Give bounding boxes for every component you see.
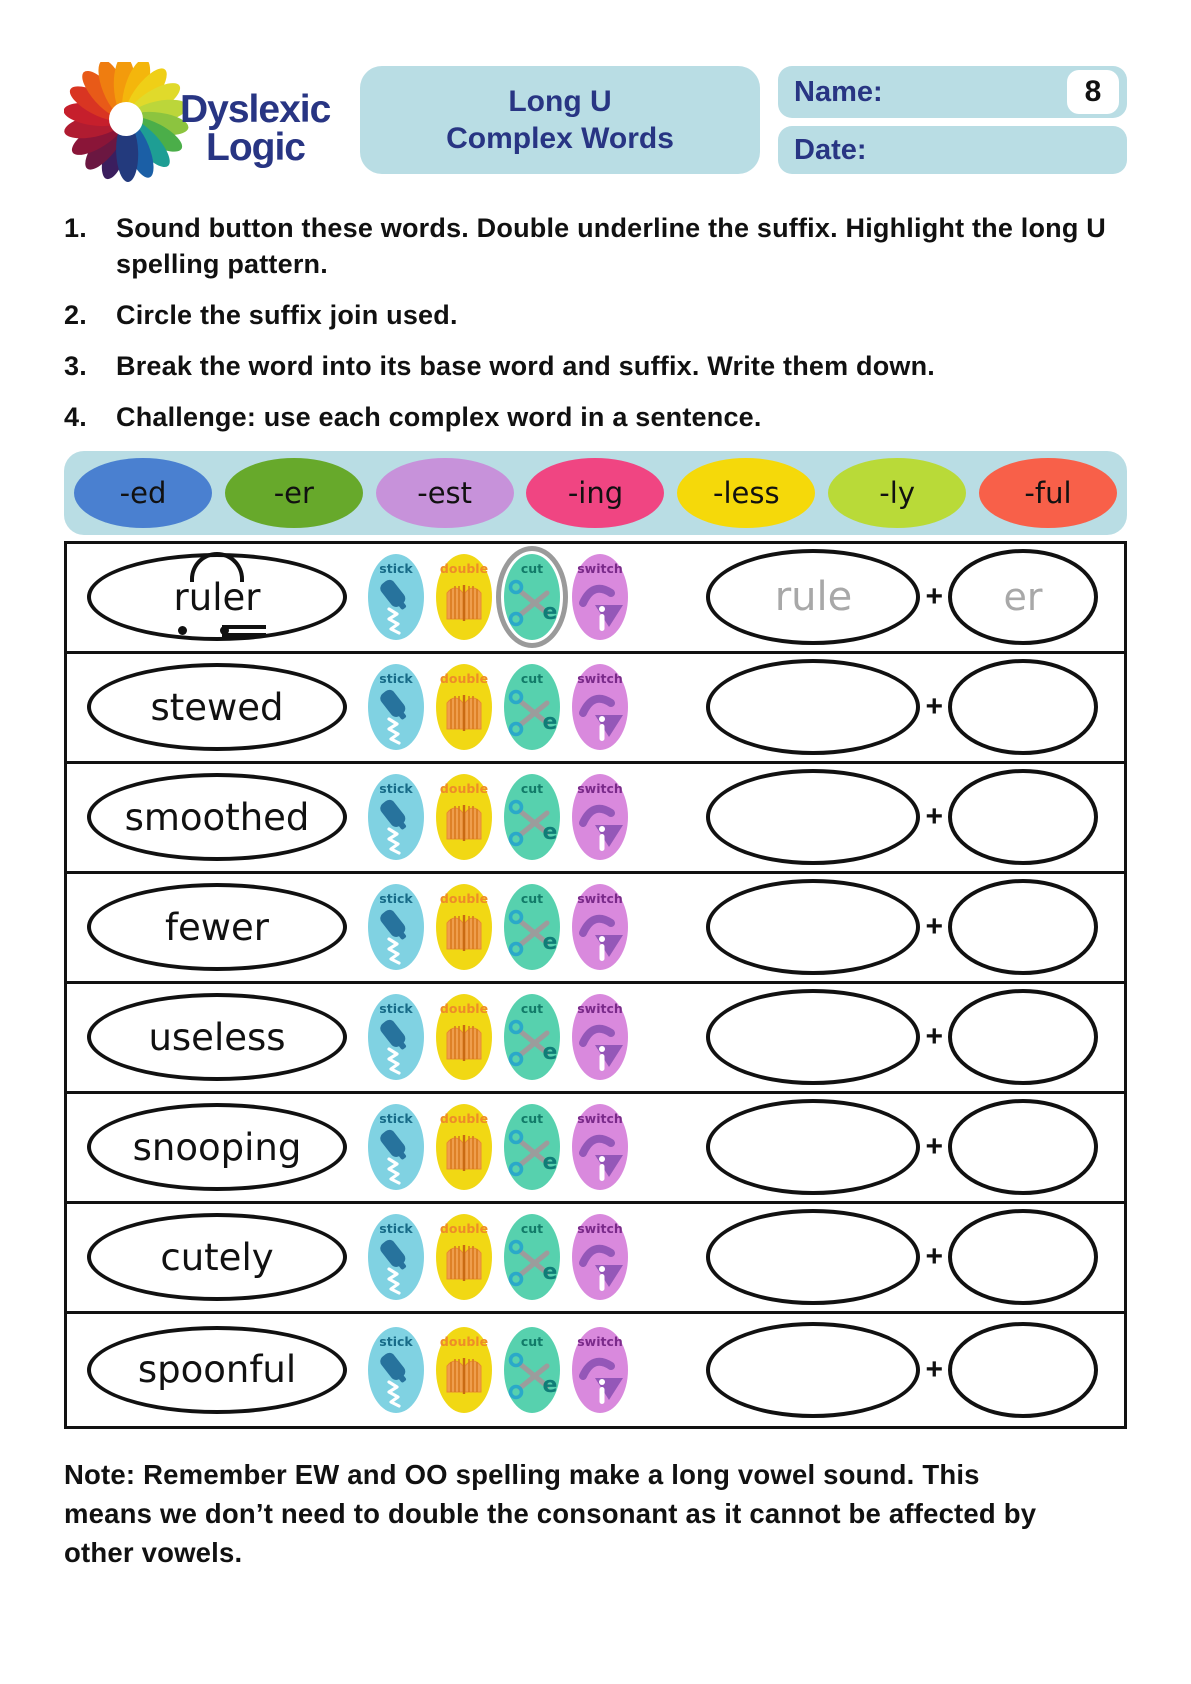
plus-sign: + (925, 1240, 943, 1274)
suffix-answer-oval: er (948, 549, 1098, 645)
double-icon (435, 1213, 493, 1301)
flower-logo-icon (64, 62, 194, 187)
cut-icon (503, 993, 561, 1081)
instruction-number: 2. (64, 299, 87, 330)
svg-text:stick: stick (379, 1111, 413, 1127)
circled-join-ring (496, 546, 568, 648)
suffix-oval-ly: -ly (828, 458, 966, 528)
word-row-spoonful (64, 1311, 1127, 1429)
svg-text:e: e (542, 1040, 558, 1066)
word-row-cutely (64, 1201, 1127, 1314)
svg-text:e: e (542, 1260, 558, 1286)
svg-text:double: double (439, 1111, 489, 1127)
word-oval (87, 663, 347, 751)
svg-text:switch: switch (577, 1111, 623, 1127)
suffix-join-icons (367, 663, 659, 751)
instructions-list (64, 211, 1127, 436)
footer-note: Note: Remember EW and OO spelling make a long vowel sound. This means we don’t need to double the consonant as it cannot be affected by other vowels. (64, 1458, 1037, 1568)
stick-icon (367, 1326, 425, 1414)
suffix-oval-est: -est (376, 458, 514, 528)
double-icon (435, 883, 493, 971)
stick-icon (367, 883, 425, 971)
instruction-text: Break the word into its base word and suffix. Write them down. (116, 350, 935, 381)
answer-cell (659, 879, 1124, 975)
logo-text (180, 88, 331, 169)
word-row-fewer (64, 871, 1127, 984)
answer-cell (659, 989, 1124, 1085)
svg-text:switch: switch (577, 891, 623, 907)
word-oval (87, 993, 347, 1081)
instruction-number: 3. (64, 350, 87, 381)
suffix-join-icons (367, 883, 659, 971)
base-word-oval (706, 769, 920, 865)
suffix-answer-oval (948, 989, 1098, 1085)
word-row-useless (64, 981, 1127, 1094)
suffix-join-icons (367, 1103, 659, 1191)
svg-text:double: double (439, 1001, 489, 1017)
suffix-oval-er: -er (225, 458, 363, 528)
answer-cell (659, 1209, 1124, 1305)
suffix-answer-oval (948, 659, 1098, 755)
stick-icon (367, 1103, 425, 1191)
cut-icon (503, 1326, 561, 1414)
svg-text:double: double (439, 891, 489, 907)
answer-cell (659, 549, 1124, 645)
plus-sign: + (925, 580, 943, 614)
svg-text:e: e (542, 600, 558, 626)
suffix-oval-less: -less (677, 458, 815, 528)
name-field (778, 66, 1127, 118)
double-icon (435, 553, 493, 641)
svg-text:double: double (439, 561, 489, 577)
svg-text:switch: switch (577, 1001, 623, 1017)
svg-text:e: e (542, 930, 558, 956)
svg-text:stick: stick (379, 1333, 413, 1349)
plus-sign: + (925, 1020, 943, 1054)
word-oval (87, 883, 347, 971)
stick-icon (367, 993, 425, 1081)
svg-text:e: e (542, 710, 558, 736)
svg-text:double: double (439, 1333, 489, 1349)
answer-cell (659, 1322, 1124, 1418)
answer-cell (659, 659, 1124, 755)
word-row-snooping (64, 1091, 1127, 1204)
stick-icon (367, 553, 425, 641)
header (64, 62, 1127, 187)
svg-text:switch: switch (577, 561, 623, 577)
double-icon (435, 773, 493, 861)
target-word: smoothed (124, 795, 310, 839)
instruction-item (64, 211, 1127, 283)
suffix-join-icons (367, 993, 659, 1081)
stick-icon (367, 773, 425, 861)
name-label: Name: (794, 75, 883, 108)
svg-text:stick: stick (379, 1221, 413, 1237)
suffix-join-icons (367, 1326, 659, 1414)
base-word-oval (706, 879, 920, 975)
switch-icon (571, 1213, 629, 1301)
svg-text:cut: cut (520, 671, 544, 687)
word-table (64, 541, 1127, 1429)
svg-text:e: e (542, 1150, 558, 1176)
answer-cell (659, 769, 1124, 865)
title-line1: Long U (508, 84, 612, 118)
svg-text:stick: stick (379, 1001, 413, 1017)
word-row-ruler (64, 541, 1127, 654)
svg-text:stick: stick (379, 891, 413, 907)
word-oval (87, 1213, 347, 1301)
logo-line2: Logic (206, 125, 305, 169)
target-word: ruler (174, 576, 261, 619)
word-cell (67, 1213, 367, 1301)
word-row-stewed (64, 651, 1127, 764)
word-cell (67, 1326, 367, 1414)
instruction-text: Sound button these words. Double underline the suffix. Highlight the long U spelling pattern. (116, 213, 1106, 279)
svg-text:double: double (439, 781, 489, 797)
answer-cell (659, 1099, 1124, 1195)
svg-text:cut: cut (520, 1001, 544, 1017)
dyslexic-logic-logo (64, 62, 360, 187)
title-line2: Complex Words (446, 122, 674, 155)
svg-text:cut: cut (520, 1221, 544, 1237)
target-word: cutely (160, 1235, 274, 1279)
svg-text:switch: switch (577, 1221, 623, 1237)
suffix-double-underline (222, 625, 266, 637)
cut-icon (503, 663, 561, 751)
word-oval (87, 1326, 347, 1414)
suffix-oval-ful: -ful (979, 458, 1117, 528)
base-word-oval (706, 1099, 920, 1195)
cut-icon (503, 883, 561, 971)
svg-text:e: e (542, 820, 558, 846)
base-word-oval (706, 1322, 920, 1418)
cut-icon (503, 553, 561, 641)
date-label: Date: (794, 133, 867, 166)
svg-text:double: double (439, 1221, 489, 1237)
switch-icon (571, 993, 629, 1081)
switch-icon (571, 663, 629, 751)
stick-icon (367, 1213, 425, 1301)
switch-icon (571, 1103, 629, 1191)
cut-icon (503, 1103, 561, 1191)
suffix-answer-oval (948, 1099, 1098, 1195)
suffix-join-icons (367, 553, 659, 641)
target-word: spoonful (137, 1348, 297, 1392)
plus-sign: + (925, 1130, 943, 1164)
svg-text:switch: switch (577, 781, 623, 797)
target-word: stewed (150, 685, 284, 729)
suffix-oval-ed: -ed (74, 458, 212, 528)
svg-text:cut: cut (520, 1333, 544, 1349)
svg-text:cut: cut (520, 781, 544, 797)
instruction-item (64, 349, 1127, 385)
double-icon (435, 663, 493, 751)
svg-text:cut: cut (520, 561, 544, 577)
plus-sign: + (925, 1352, 943, 1386)
svg-text:double: double (439, 671, 489, 687)
suffix-answer-oval (948, 1322, 1098, 1418)
instruction-text: Challenge: use each complex word in a sentence. (116, 401, 762, 432)
svg-text:switch: switch (577, 671, 623, 687)
svg-text:cut: cut (520, 891, 544, 907)
word-cell (67, 553, 367, 641)
word-cell (67, 663, 367, 751)
word-cell (67, 1103, 367, 1191)
stick-icon (367, 663, 425, 751)
double-icon (435, 1103, 493, 1191)
instruction-item (64, 400, 1127, 436)
plus-sign: + (925, 690, 943, 724)
word-row-smoothed (64, 761, 1127, 874)
target-word: useless (148, 1015, 286, 1059)
suffix-bank (64, 451, 1127, 535)
instruction-number: 4. (64, 401, 87, 432)
long-u-arc (190, 552, 244, 582)
suffix-join-icons (367, 1213, 659, 1301)
svg-text:e: e (542, 1372, 558, 1398)
word-cell (67, 883, 367, 971)
instruction-text: Circle the suffix join used. (116, 299, 458, 330)
instruction-number: 1. (64, 213, 87, 243)
sound-button-dot (178, 626, 187, 635)
suffix-oval-ing: -ing (526, 458, 664, 528)
suffix-answer-oval (948, 769, 1098, 865)
cut-icon (503, 773, 561, 861)
svg-text:switch: switch (577, 1333, 623, 1349)
base-word-oval (706, 1209, 920, 1305)
svg-text:stick: stick (379, 781, 413, 797)
double-icon (435, 1326, 493, 1414)
name-date-panel (778, 66, 1127, 174)
base-word-oval (706, 659, 920, 755)
word-cell (67, 773, 367, 861)
svg-text:cut: cut (520, 1111, 544, 1127)
word-oval (87, 1103, 347, 1191)
instruction-item (64, 298, 1127, 334)
page-number-badge: 8 (1067, 70, 1119, 114)
suffix-answer-oval (948, 1209, 1098, 1305)
cut-icon (503, 1213, 561, 1301)
suffix-join-icons (367, 773, 659, 861)
date-field (778, 126, 1127, 174)
logo-line1: Dyslexic (180, 88, 331, 132)
switch-icon (571, 773, 629, 861)
switch-icon (571, 1326, 629, 1414)
target-word: snooping (132, 1125, 302, 1169)
plus-sign: + (925, 800, 943, 834)
word-cell (67, 993, 367, 1081)
suffix-answer-oval (948, 879, 1098, 975)
switch-icon (571, 553, 629, 641)
word-oval (87, 773, 347, 861)
svg-text:stick: stick (379, 561, 413, 577)
worksheet-title (360, 66, 760, 174)
plus-sign: + (925, 910, 943, 944)
svg-text:stick: stick (379, 671, 413, 687)
switch-icon (571, 883, 629, 971)
word-oval (87, 553, 347, 641)
base-word-oval (706, 989, 920, 1085)
double-icon (435, 993, 493, 1081)
base-word-oval: rule (706, 549, 920, 645)
target-word: fewer (164, 905, 270, 949)
